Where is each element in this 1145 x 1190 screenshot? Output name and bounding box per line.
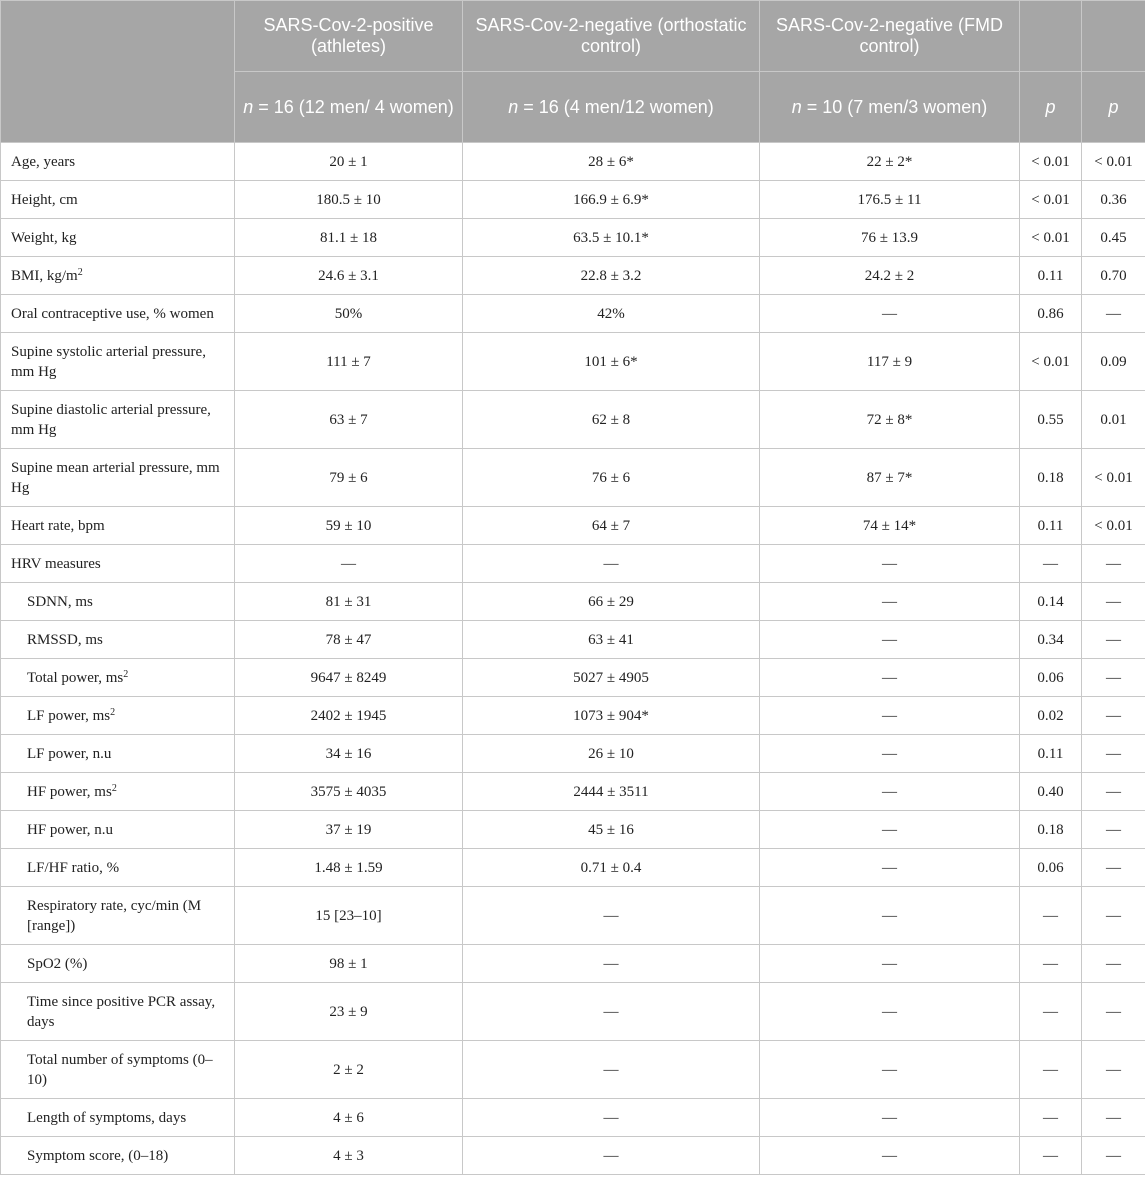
p-value-2-cell: —	[1082, 849, 1145, 887]
fmd-control-value-cell: 117 ± 9	[760, 333, 1020, 391]
fmd-control-value-cell: —	[760, 849, 1020, 887]
table-row	[1, 449, 1145, 507]
table-row	[1, 811, 1145, 849]
fmd-control-value-cell: —	[760, 621, 1020, 659]
row-label	[1, 295, 235, 333]
header-group-orthostatic-control: SARS-Cov-2-negative (orthostatic control)	[463, 1, 760, 72]
p-value-1-cell: —	[1020, 1099, 1082, 1137]
athletes-value-cell: —	[235, 545, 463, 583]
table-row	[1, 333, 1145, 391]
table-body	[1, 143, 1145, 1175]
fmd-control-value-cell: —	[760, 1137, 1020, 1175]
p-value-2-cell: —	[1082, 887, 1145, 945]
athletes-value-cell: 4 ± 3	[235, 1137, 463, 1175]
orthostatic-control-value-cell: 101 ± 6*	[463, 333, 760, 391]
row-label	[1, 773, 235, 811]
athletes-value-cell: 3575 ± 4035	[235, 773, 463, 811]
fmd-control-value-cell: 24.2 ± 2	[760, 257, 1020, 295]
row-label-text: HF power, ms	[27, 783, 112, 800]
p-value-1-cell: 0.06	[1020, 659, 1082, 697]
table-row	[1, 583, 1145, 621]
orthostatic-control-value-cell: 42%	[463, 295, 760, 333]
fmd-control-value-cell: —	[760, 811, 1020, 849]
p-value-2-cell: —	[1082, 545, 1145, 583]
orthostatic-control-value-cell: 66 ± 29	[463, 583, 760, 621]
row-label-text: Respiratory rate, cyc/min (M [range])	[27, 897, 202, 934]
row-label-text: Height, cm	[11, 191, 78, 208]
table-row	[1, 1099, 1145, 1137]
athletes-value-cell: 59 ± 10	[235, 507, 463, 545]
p-value-1-cell: —	[1020, 983, 1082, 1041]
p-value-1-cell: 0.18	[1020, 449, 1082, 507]
row-label-text: Total number of symptoms (0–10)	[27, 1051, 213, 1088]
p-value-2-cell: —	[1082, 621, 1145, 659]
header-p-value-1: p	[1020, 72, 1082, 143]
row-label	[1, 391, 235, 449]
n-symbol: n	[791, 96, 802, 117]
row-label	[1, 1041, 235, 1099]
orthostatic-control-value-cell: 45 ± 16	[463, 811, 760, 849]
row-label	[1, 507, 235, 545]
orthostatic-control-value-cell: —	[463, 983, 760, 1041]
fmd-control-value-cell: —	[760, 1099, 1020, 1137]
orthostatic-control-value-cell: 64 ± 7	[463, 507, 760, 545]
table-row	[1, 621, 1145, 659]
p-value-1-cell: 0.06	[1020, 849, 1082, 887]
p-value-1-cell: < 0.01	[1020, 219, 1082, 257]
row-label-text: HF power, n.u	[27, 821, 114, 838]
athletes-value-cell: 2402 ± 1945	[235, 697, 463, 735]
table-row	[1, 391, 1145, 449]
n-symbol: n	[243, 96, 254, 117]
table-row	[1, 545, 1145, 583]
orthostatic-control-value-cell: 0.71 ± 0.4	[463, 849, 760, 887]
p-value-2-cell: —	[1082, 735, 1145, 773]
n-symbol: n	[508, 96, 519, 117]
row-label-superscript: 2	[111, 782, 117, 794]
row-label-text: Total power, ms	[27, 669, 124, 686]
row-label-text: SDNN, ms	[27, 593, 93, 610]
orthostatic-control-value-cell: —	[463, 945, 760, 983]
row-label-superscript: 2	[77, 266, 83, 278]
p-value-2-cell: —	[1082, 945, 1145, 983]
fmd-control-value-cell: 72 ± 8*	[760, 391, 1020, 449]
p-value-1-cell: 0.11	[1020, 735, 1082, 773]
row-label	[1, 1137, 235, 1175]
p-value-2-cell: —	[1082, 659, 1145, 697]
table-row	[1, 1041, 1145, 1099]
row-label-text: BMI, kg/m	[11, 267, 78, 284]
row-label	[1, 735, 235, 773]
orthostatic-control-value-cell: —	[463, 1099, 760, 1137]
p-value-2-cell: < 0.01	[1082, 507, 1145, 545]
fmd-control-value-cell: —	[760, 983, 1020, 1041]
p-value-2-cell: —	[1082, 1041, 1145, 1099]
fmd-control-value-cell: —	[760, 735, 1020, 773]
header-n-athletes	[235, 72, 463, 143]
row-label-superscript: 2	[123, 668, 129, 680]
row-label	[1, 333, 235, 391]
orthostatic-control-value-cell: 26 ± 10	[463, 735, 760, 773]
table-row	[1, 295, 1145, 333]
table-row	[1, 773, 1145, 811]
orthostatic-control-value-cell: —	[463, 545, 760, 583]
athletes-value-cell: 2 ± 2	[235, 1041, 463, 1099]
p-value-1-cell: 0.86	[1020, 295, 1082, 333]
header-corner-cell	[1, 1, 235, 143]
row-label-text: Age, years	[11, 153, 76, 170]
header-p-value-2: p	[1082, 72, 1145, 143]
fmd-control-value-cell: —	[760, 583, 1020, 621]
athletes-value-cell: 9647 ± 8249	[235, 659, 463, 697]
p-value-2-cell: 0.36	[1082, 181, 1145, 219]
table-row	[1, 849, 1145, 887]
row-label	[1, 697, 235, 735]
athletes-value-cell: 78 ± 47	[235, 621, 463, 659]
p-value-2-cell: 0.09	[1082, 333, 1145, 391]
athletes-value-cell: 23 ± 9	[235, 983, 463, 1041]
p-value-1-cell: < 0.01	[1020, 333, 1082, 391]
table-row	[1, 697, 1145, 735]
table-row	[1, 887, 1145, 945]
row-label	[1, 887, 235, 945]
header-row-groups	[1, 1, 1145, 72]
fmd-control-value-cell: 76 ± 13.9	[760, 219, 1020, 257]
orthostatic-control-value-cell: 76 ± 6	[463, 449, 760, 507]
row-label-text: Oral contraceptive use, % women	[11, 305, 214, 322]
header-empty-p1	[1020, 1, 1082, 72]
p-value-2-cell: —	[1082, 773, 1145, 811]
p-value-1-cell: 0.02	[1020, 697, 1082, 735]
athletes-value-cell: 1.48 ± 1.59	[235, 849, 463, 887]
orthostatic-control-value-cell: —	[463, 887, 760, 945]
row-label-text: RMSSD, ms	[27, 631, 103, 648]
row-label-text: LF power, n.u	[27, 745, 112, 762]
athletes-value-cell: 180.5 ± 10	[235, 181, 463, 219]
fmd-control-value-cell: —	[760, 545, 1020, 583]
row-label	[1, 583, 235, 621]
orthostatic-control-value-cell: 2444 ± 3511	[463, 773, 760, 811]
table-row	[1, 1137, 1145, 1175]
row-label-text: LF/HF ratio, %	[27, 859, 120, 876]
athletes-value-cell: 98 ± 1	[235, 945, 463, 983]
athletes-value-cell: 34 ± 16	[235, 735, 463, 773]
p-value-1-cell: 0.55	[1020, 391, 1082, 449]
table-row	[1, 143, 1145, 181]
header-n-orthostatic-control	[463, 72, 760, 143]
row-label-text: Supine mean arterial pressure, mm Hg	[11, 459, 220, 496]
row-label-text: LF power, ms	[27, 707, 111, 724]
p-value-1-cell: —	[1020, 945, 1082, 983]
orthostatic-control-value-cell: 22.8 ± 3.2	[463, 257, 760, 295]
p-value-2-cell: —	[1082, 983, 1145, 1041]
orthostatic-control-value-cell: 1073 ± 904*	[463, 697, 760, 735]
p-value-2-cell: < 0.01	[1082, 449, 1145, 507]
fmd-control-value-cell: —	[760, 887, 1020, 945]
n-value: = 10 (7 men/3 women)	[801, 96, 988, 117]
table-row	[1, 945, 1145, 983]
p-value-1-cell: —	[1020, 545, 1082, 583]
p-value-2-cell: —	[1082, 1137, 1145, 1175]
row-label	[1, 849, 235, 887]
table-row	[1, 257, 1145, 295]
fmd-control-value-cell: 22 ± 2*	[760, 143, 1020, 181]
table-row	[1, 181, 1145, 219]
athletes-value-cell: 15 [23–10]	[235, 887, 463, 945]
n-value: = 16 (4 men/12 women)	[518, 96, 714, 117]
row-label-text: Weight, kg	[11, 229, 77, 246]
athletes-value-cell: 20 ± 1	[235, 143, 463, 181]
athletes-value-cell: 79 ± 6	[235, 449, 463, 507]
table-row	[1, 735, 1145, 773]
p-value-2-cell: 0.01	[1082, 391, 1145, 449]
row-label-text: Length of symptoms, days	[27, 1109, 187, 1126]
row-label-text: Supine systolic arterial pressure, mm Hg	[11, 343, 206, 380]
header-n-fmd-control	[760, 72, 1020, 143]
athletes-value-cell: 81.1 ± 18	[235, 219, 463, 257]
athletes-value-cell: 4 ± 6	[235, 1099, 463, 1137]
p-value-2-cell: 0.45	[1082, 219, 1145, 257]
row-label	[1, 659, 235, 697]
athletes-value-cell: 111 ± 7	[235, 333, 463, 391]
p-value-1-cell: 0.34	[1020, 621, 1082, 659]
n-value: = 16 (12 men/ 4 women)	[253, 96, 454, 117]
orthostatic-control-value-cell: 63 ± 41	[463, 621, 760, 659]
row-label	[1, 811, 235, 849]
p-value-1-cell: 0.14	[1020, 583, 1082, 621]
row-label-text: Time since positive PCR assay, days	[27, 993, 216, 1030]
header-empty-p2	[1082, 1, 1145, 72]
fmd-control-value-cell: 176.5 ± 11	[760, 181, 1020, 219]
p-value-1-cell: 0.11	[1020, 257, 1082, 295]
fmd-control-value-cell: 74 ± 14*	[760, 507, 1020, 545]
row-label	[1, 181, 235, 219]
row-label-text: SpO2 (%)	[27, 955, 88, 972]
p-value-2-cell: —	[1082, 295, 1145, 333]
p-value-1-cell: 0.40	[1020, 773, 1082, 811]
row-label	[1, 1099, 235, 1137]
athletes-value-cell: 63 ± 7	[235, 391, 463, 449]
row-label-text: Heart rate, bpm	[11, 517, 105, 534]
table-row	[1, 219, 1145, 257]
fmd-control-value-cell: 87 ± 7*	[760, 449, 1020, 507]
p-value-1-cell: 0.18	[1020, 811, 1082, 849]
orthostatic-control-value-cell: 28 ± 6*	[463, 143, 760, 181]
fmd-control-value-cell: —	[760, 945, 1020, 983]
p-value-2-cell: 0.70	[1082, 257, 1145, 295]
athletes-value-cell: 50%	[235, 295, 463, 333]
p-value-1-cell: 0.11	[1020, 507, 1082, 545]
fmd-control-value-cell: —	[760, 773, 1020, 811]
p-value-2-cell: —	[1082, 1099, 1145, 1137]
orthostatic-control-value-cell: 62 ± 8	[463, 391, 760, 449]
athletes-value-cell: 24.6 ± 3.1	[235, 257, 463, 295]
table-row	[1, 507, 1145, 545]
fmd-control-value-cell: —	[760, 295, 1020, 333]
p-value-1-cell: —	[1020, 887, 1082, 945]
p-value-2-cell: < 0.01	[1082, 143, 1145, 181]
header-group-fmd-control: SARS-Cov-2-negative (FMD control)	[760, 1, 1020, 72]
row-label-text: Supine diastolic arterial pressure, mm Hg	[11, 401, 211, 438]
orthostatic-control-value-cell: 5027 ± 4905	[463, 659, 760, 697]
athletes-value-cell: 81 ± 31	[235, 583, 463, 621]
header-group-athletes: SARS-Cov-2-positive (athletes)	[235, 1, 463, 72]
orthostatic-control-value-cell: 63.5 ± 10.1*	[463, 219, 760, 257]
row-label-text: Symptom score, (0–18)	[27, 1147, 169, 1164]
table-row	[1, 659, 1145, 697]
row-label	[1, 219, 235, 257]
p-value-2-cell: —	[1082, 583, 1145, 621]
fmd-control-value-cell: —	[760, 697, 1020, 735]
row-label	[1, 621, 235, 659]
row-label	[1, 945, 235, 983]
orthostatic-control-value-cell: 166.9 ± 6.9*	[463, 181, 760, 219]
orthostatic-control-value-cell: —	[463, 1137, 760, 1175]
row-label-superscript: 2	[110, 706, 116, 718]
p-value-2-cell: —	[1082, 697, 1145, 735]
fmd-control-value-cell: —	[760, 659, 1020, 697]
p-value-2-cell: —	[1082, 811, 1145, 849]
row-label	[1, 143, 235, 181]
p-value-1-cell: —	[1020, 1137, 1082, 1175]
fmd-control-value-cell: —	[760, 1041, 1020, 1099]
row-label	[1, 449, 235, 507]
table-row	[1, 983, 1145, 1041]
row-label	[1, 983, 235, 1041]
orthostatic-control-value-cell: —	[463, 1041, 760, 1099]
row-label	[1, 545, 235, 583]
row-label	[1, 257, 235, 295]
p-value-1-cell: —	[1020, 1041, 1082, 1099]
p-value-1-cell: < 0.01	[1020, 181, 1082, 219]
p-value-1-cell: < 0.01	[1020, 143, 1082, 181]
athletes-value-cell: 37 ± 19	[235, 811, 463, 849]
row-label-text: HRV measures	[11, 555, 101, 572]
